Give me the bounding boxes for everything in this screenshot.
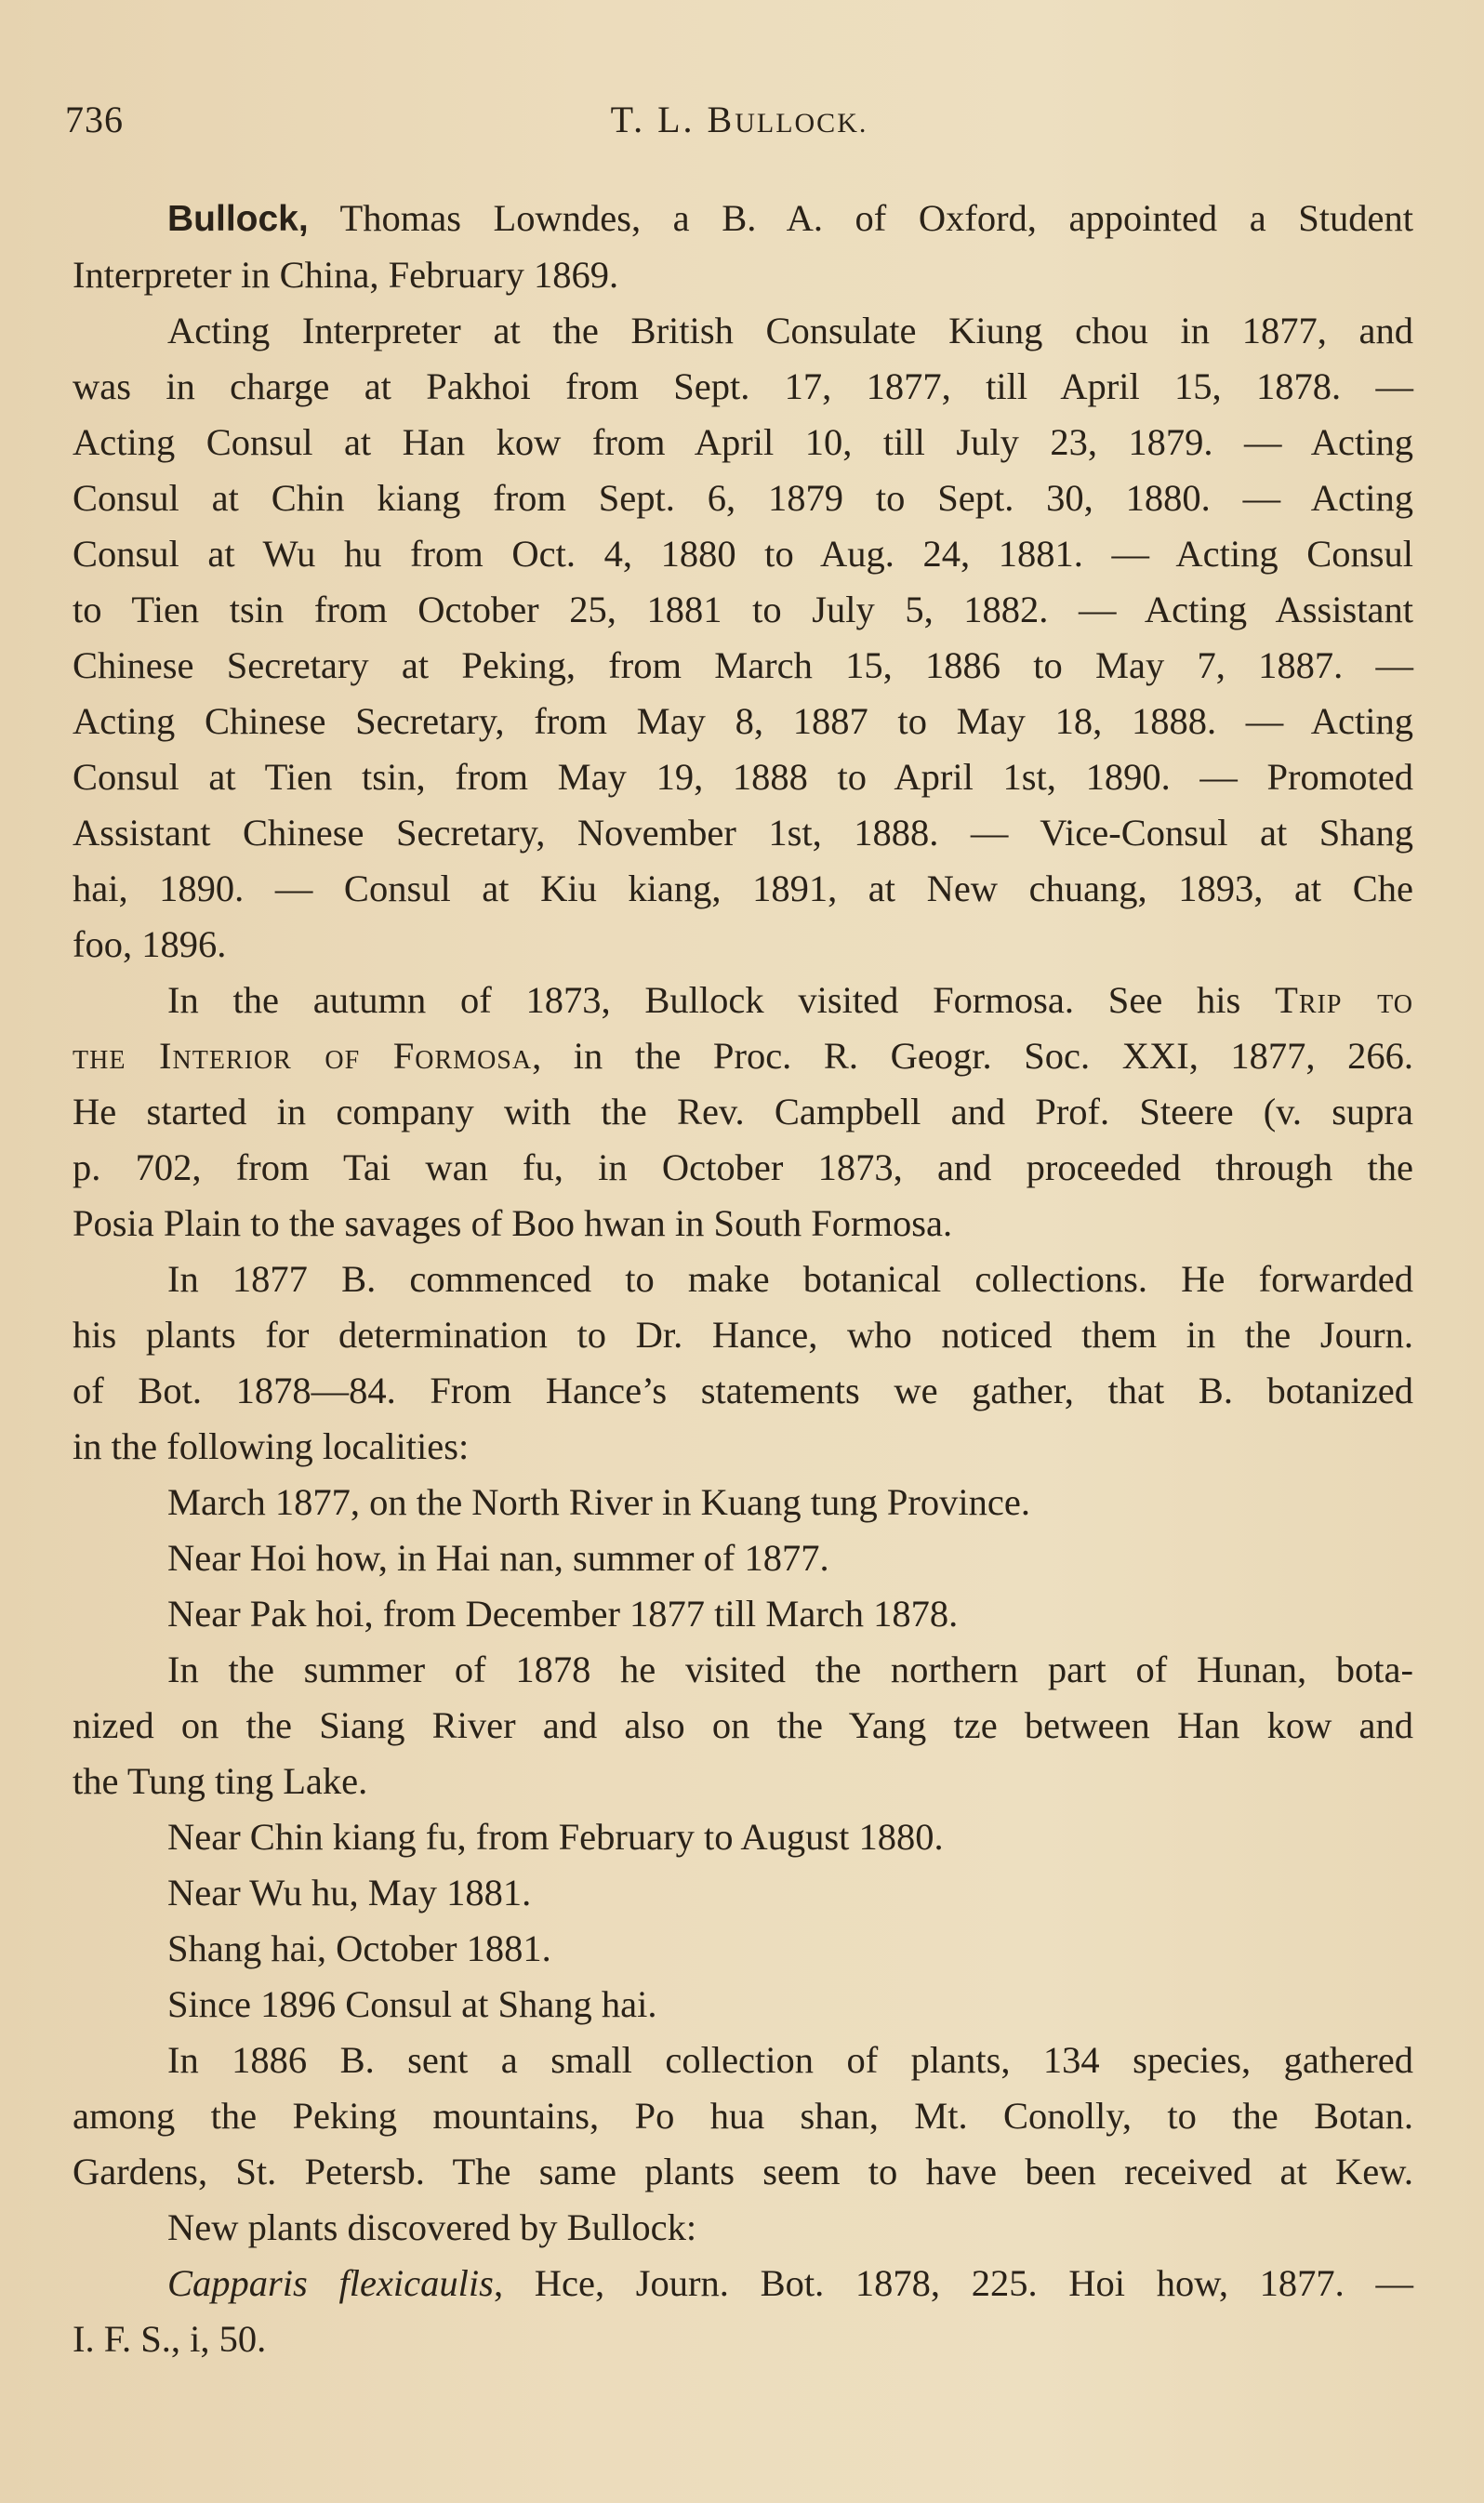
text-line-content: Thomas Lowndes, a B. A. of Oxford, appointed a Student [308,197,1413,239]
text-line: I. F. S., i, 50. [73,2318,267,2360]
text-line-content: In the autumn of 1873, Bullock visited Formosa. See his [167,979,1276,1021]
text-line: to Tien tsin from October 25, 1881 to July 5, 1882. — Acting Assistant [73,589,1413,630]
locality-line: Near Hoi how, in Hai nan, summer of 1877. [167,1537,829,1579]
entry-name: Bullock, [167,199,309,239]
text-line: New plants discovered by Bullock: [167,2206,697,2248]
work-title-part2: the Interior of Formosa [73,1035,533,1077]
locality-line: Since 1896 Consul at Shang hai. [167,1983,657,2025]
text-line: He started in company with the Rev. Campbell and Prof. Steere (v. supra [73,1091,1413,1132]
locality-line: Near Wu hu, May 1881. [167,1872,532,1914]
running-head-surname: ULLOCK. [735,108,868,139]
locality-line: March 1877, on the North River in Kuang tung Province. [167,1481,1030,1523]
work-title-part1: Trip to [1275,979,1413,1021]
text-line: Gardens, St. Petersb. The same plants seem to have been received at Kew. [73,2151,1413,2192]
page-number: 736 [65,99,124,140]
text-line: Acting Chinese Secretary, from May 8, 1887 to May 18, 1888. — Acting [73,700,1413,742]
locality-line: Near Pak hoi, from December 1877 till March 1878. [167,1593,959,1635]
species-name: Capparis flexicaulis [167,2262,494,2304]
text-line: In the summer of 1878 he visited the northern part of Hunan, bota- [167,1649,1413,1690]
species-line [73,2256,1413,2311]
text-line-content: , in the Proc. R. Geogr. Soc. XXI, 1877, 266. [532,1035,1413,1077]
text-line: Acting Interpreter at the British Consulate Kiung chou in 1877, and [167,310,1413,351]
text-line [73,1028,1413,1084]
running-head-initials: T. L. B [610,99,735,140]
text-line: Consul at Chin kiang from Sept. 6, 1879 to Sept. 30, 1880. — Acting [73,477,1413,519]
text-line: Assistant Chinese Secretary, November 1st, 1888. — Vice-Consul at Shang [73,812,1413,854]
entry-body [73,191,1413,2367]
text-line: In 1886 B. sent a small collection of plants, 134 species, gathered [167,2039,1413,2081]
text-line: p. 702, from Tai wan fu, in October 1873, and proceeded through the [73,1146,1413,1188]
text-line: Posia Plain to the savages of Boo hwan in South Formosa. [73,1202,953,1244]
text-line-content: , Hce, Journ. Bot. 1878, 225. Hoi how, 1877. — [493,2262,1413,2304]
text-line: Chinese Secretary at Peking, from March 15, 1886 to May 7, 1887. — [73,644,1413,686]
text-line [73,973,1413,1028]
text-line: foo, 1896. [73,923,227,965]
text-line: among the Peking mountains, Po hua shan, Mt. Conolly, to the Botan. [73,2095,1413,2137]
locality-line: Near Chin kiang fu, from February to August 1880. [167,1816,944,1858]
text-line: Interpreter in China, February 1869. [73,254,619,296]
text-line: hai, 1890. — Consul at Kiu kiang, 1891, at New chuang, 1893, at Che [73,867,1413,909]
text-line: Consul at Tien tsin, from May 19, 1888 to April 1st, 1890. — Promoted [73,756,1413,798]
text-line [73,191,1413,247]
text-line: was in charge at Pakhoi from Sept. 17, 1877, till April 15, 1878. — [73,365,1413,407]
text-line: Acting Consul at Han kow from April 10, till July 23, 1879. — Acting [73,421,1413,463]
text-line: Consul at Wu hu from Oct. 4, 1880 to Aug. 24, 1881. — Acting Consul [73,533,1413,575]
text-line: of Bot. 1878—84. From Hance’s statements we gather, that B. botanized [73,1370,1413,1411]
text-line: the Tung ting Lake. [73,1760,368,1802]
page-header [65,98,1413,153]
running-head [65,98,1413,141]
text-line: in the following localities: [73,1425,470,1467]
text-line: nized on the Siang River and also on the Yang tze between Han kow and [73,1704,1413,1746]
locality-line: Shang hai, October 1881. [167,1927,551,1969]
text-line: In 1877 B. commenced to make botanical collections. He forwarded [167,1258,1413,1300]
text-line: his plants for determination to Dr. Hance, who noticed them in the Journ. [73,1314,1413,1356]
